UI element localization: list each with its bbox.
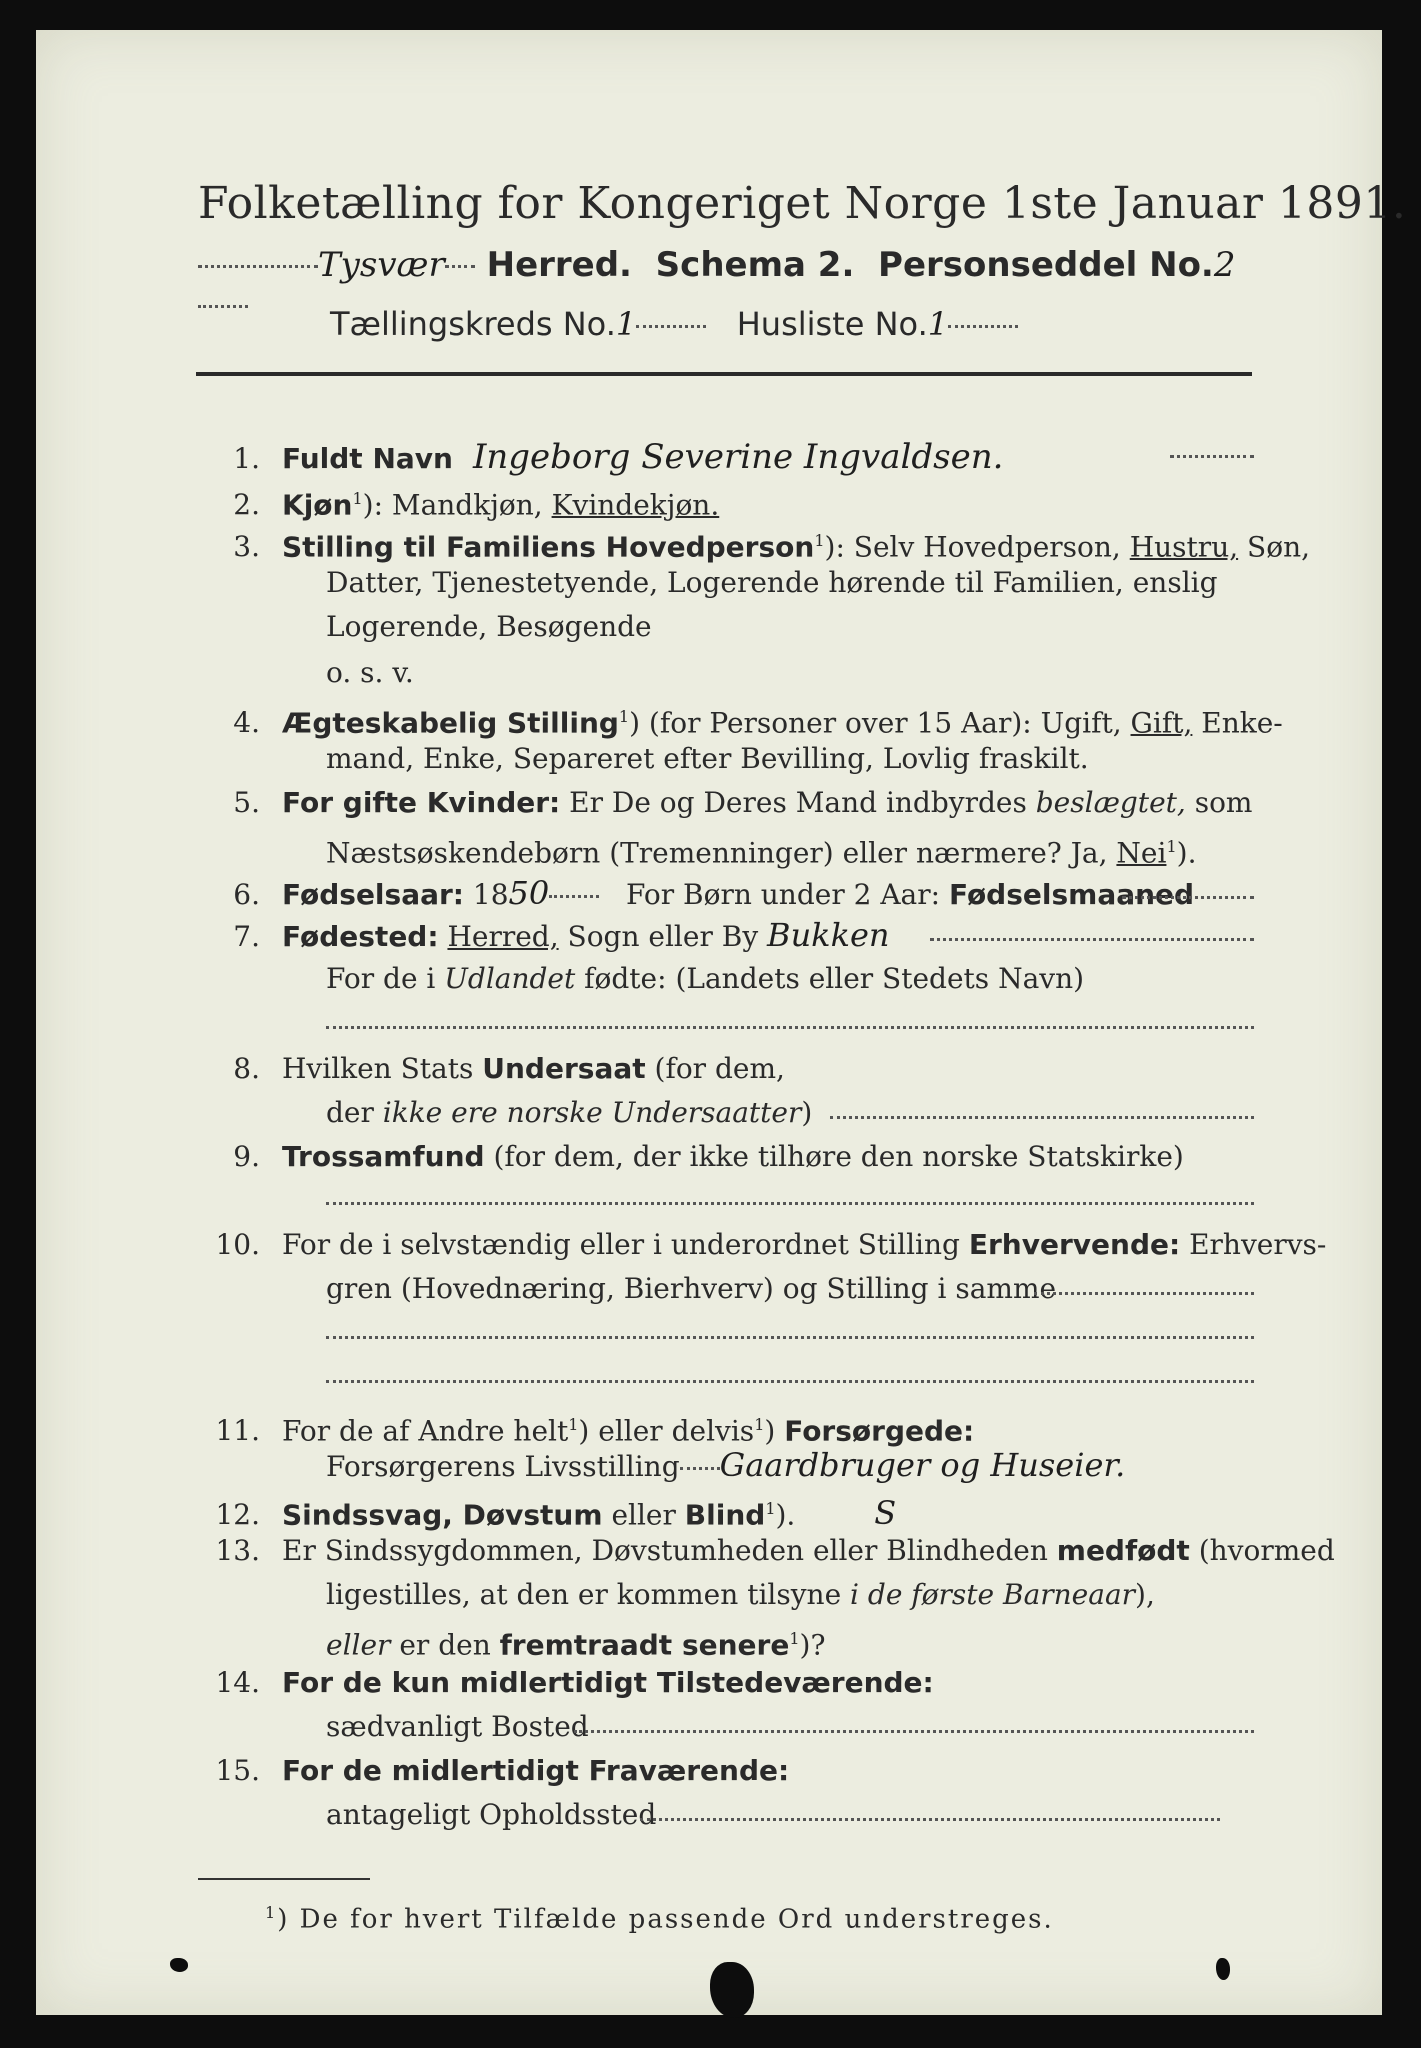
citizenship-dotted-line	[830, 1116, 1254, 1119]
field-13-line2: ligestilles, at den er kommen tilsyne i de første Barneaar),	[326, 1578, 1155, 1611]
husliste-value: 1	[927, 305, 949, 343]
field-15-line2: antageligt Opholdssted	[326, 1798, 657, 1831]
field-8-citizenship: 8. Hvilken Stats Undersaat (for dem,	[233, 1052, 785, 1085]
gender-selected: Kvindekjøn.	[551, 488, 720, 522]
field-4-line2: mand, Enke, Separeret efter Bevilling, Lovlig fraskilt.	[326, 742, 1089, 775]
field-7-birthplace: 7. Fødested: Herred, Sogn eller By Bukken	[233, 916, 890, 954]
provider-occupation-value: Gaardbruger og Huseier.	[719, 1446, 1126, 1484]
birthplace-selected: Herred,	[447, 920, 559, 953]
kreds-value: 1	[615, 305, 637, 343]
occupation-dotted-line-2	[326, 1336, 1254, 1339]
field-7-line2: For de i Udlandet fødte: (Landets eller Stedets Navn)	[326, 962, 1085, 995]
footnote-rule	[198, 1878, 370, 1880]
personseddel-value: 2	[1213, 245, 1236, 285]
personseddel-label: Personseddel No.	[878, 245, 1214, 285]
schema-label: Schema 2.	[655, 245, 855, 285]
occupation-dotted-line-3	[326, 1380, 1254, 1383]
ink-blot-left	[170, 1958, 188, 1972]
husliste-label: Husliste No.	[736, 305, 928, 343]
torn-edge-bottom	[710, 1962, 754, 2018]
field-11-line2: Forsørgerens Livsstilling Gaardbruger og Huseier.	[326, 1446, 1126, 1484]
usual-residence-dotted-line	[574, 1730, 1254, 1733]
field-14-temporary-present: 14. For de kun midlertidigt Tilstedeværende:	[215, 1666, 934, 1699]
field-13-line3: eller er den fremtraadt senere$^1$)?	[326, 1628, 826, 1662]
header-rule	[196, 372, 1252, 376]
birthplace-dotted-line	[930, 938, 1254, 941]
field-2-gender: 2. Kjøn$^1$): Mandkjøn, Kvindekjøn.	[233, 488, 720, 522]
field-6-birth-year: 6. Fødselsaar: 1850 For Børn under 2 Aar: Fødselsmaaned	[233, 874, 1195, 912]
header-line-herred	[198, 245, 1258, 295]
herred-value: Tysvær	[318, 245, 445, 285]
birth-year-value: 50	[508, 874, 550, 912]
religion-dotted-line	[326, 1202, 1254, 1205]
header-line-kreds	[330, 305, 1130, 355]
field-4-marital-status: 4. Ægteskabelig Stilling$^1$) (for Personer over 15 Aar): Ugift, Gift, Enke-	[233, 706, 1283, 740]
kreds-label: Tællingskreds No.	[330, 305, 616, 343]
field-3-family-position: 3. Stilling til Familiens Hovedperson$^1$): Selv Hovedperson, Hustru, Søn,	[233, 530, 1310, 564]
occupation-dotted-line-1	[1034, 1292, 1254, 1295]
field-13-congenital: 13. Er Sindssygdommen, Døvstumheden eller Blindheden medfødt (hvormed	[215, 1534, 1335, 1567]
birthplace-value: Bukken	[767, 916, 890, 954]
full-name-dotted-line	[1170, 455, 1254, 458]
form-title: Folketælling for Kongeriget Norge 1ste Januar 1891.	[198, 178, 1407, 229]
field-1-full-name: 1. Fuldt Navn Ingeborg Severine Ingvaldsen.	[233, 437, 1004, 477]
marital-selected: Gift,	[1130, 706, 1193, 740]
full-name-label: Fuldt Navn	[282, 442, 453, 475]
field-8-line2: der ikke ere norske Undersaatter)	[326, 1096, 813, 1129]
herred-label: Herred.	[486, 245, 632, 285]
field-10-occupation: 10. For de i selvstændig eller i underordnet Stilling Erhvervende: Erhvervs-	[215, 1228, 1327, 1261]
footnote: $^1$) De for hvert Tilfælde passende Ord understreges.	[265, 1903, 1054, 1935]
foreign-birthplace-dotted-line	[326, 1026, 1254, 1029]
field-12-disability: 12. Sindssvag, Døvstum eller Blind$^1$). S	[215, 1494, 897, 1533]
field-11-supported: 11. For de af Andre helt$^1$) eller delvis$^1$) Forsørgede:	[215, 1414, 975, 1448]
field-5-married-women: 5. For gifte Kvinder: Er De og Deres Mand indbyrdes beslægtet, som	[233, 786, 1253, 819]
whereabouts-dotted-line	[640, 1818, 1220, 1821]
field-3-line3: Logerende, Besøgende	[326, 610, 652, 643]
birth-month-dotted-line	[1122, 896, 1254, 899]
related-selected: Nei	[1116, 836, 1167, 870]
disability-value: S	[874, 1494, 897, 1533]
field-15-temporary-absent: 15. For de midlertidigt Fraværende:	[215, 1754, 790, 1787]
field-3-line4: o. s. v.	[326, 656, 414, 689]
field-9-religion: 9. Trossamfund (for dem, der ikke tilhøre den norske Statskirke)	[233, 1140, 1184, 1173]
field-10-line2: gren (Hovednæring, Bierhverv) og Stilling i samme	[326, 1272, 1057, 1305]
ink-blot-right	[1216, 1958, 1230, 1980]
family-position-selected: Hustru,	[1129, 530, 1239, 564]
field-3-line2: Datter, Tjenestetyende, Logerende hørende til Familien, enslig	[326, 566, 1218, 599]
full-name-value: Ingeborg Severine Ingvaldsen.	[472, 437, 1004, 477]
field-14-line2: sædvanligt Bosted	[326, 1710, 589, 1743]
field-5-line2: Næstsøskendebørn (Tremenninger) eller nærmere? Ja, Nei$^1$).	[326, 836, 1197, 870]
